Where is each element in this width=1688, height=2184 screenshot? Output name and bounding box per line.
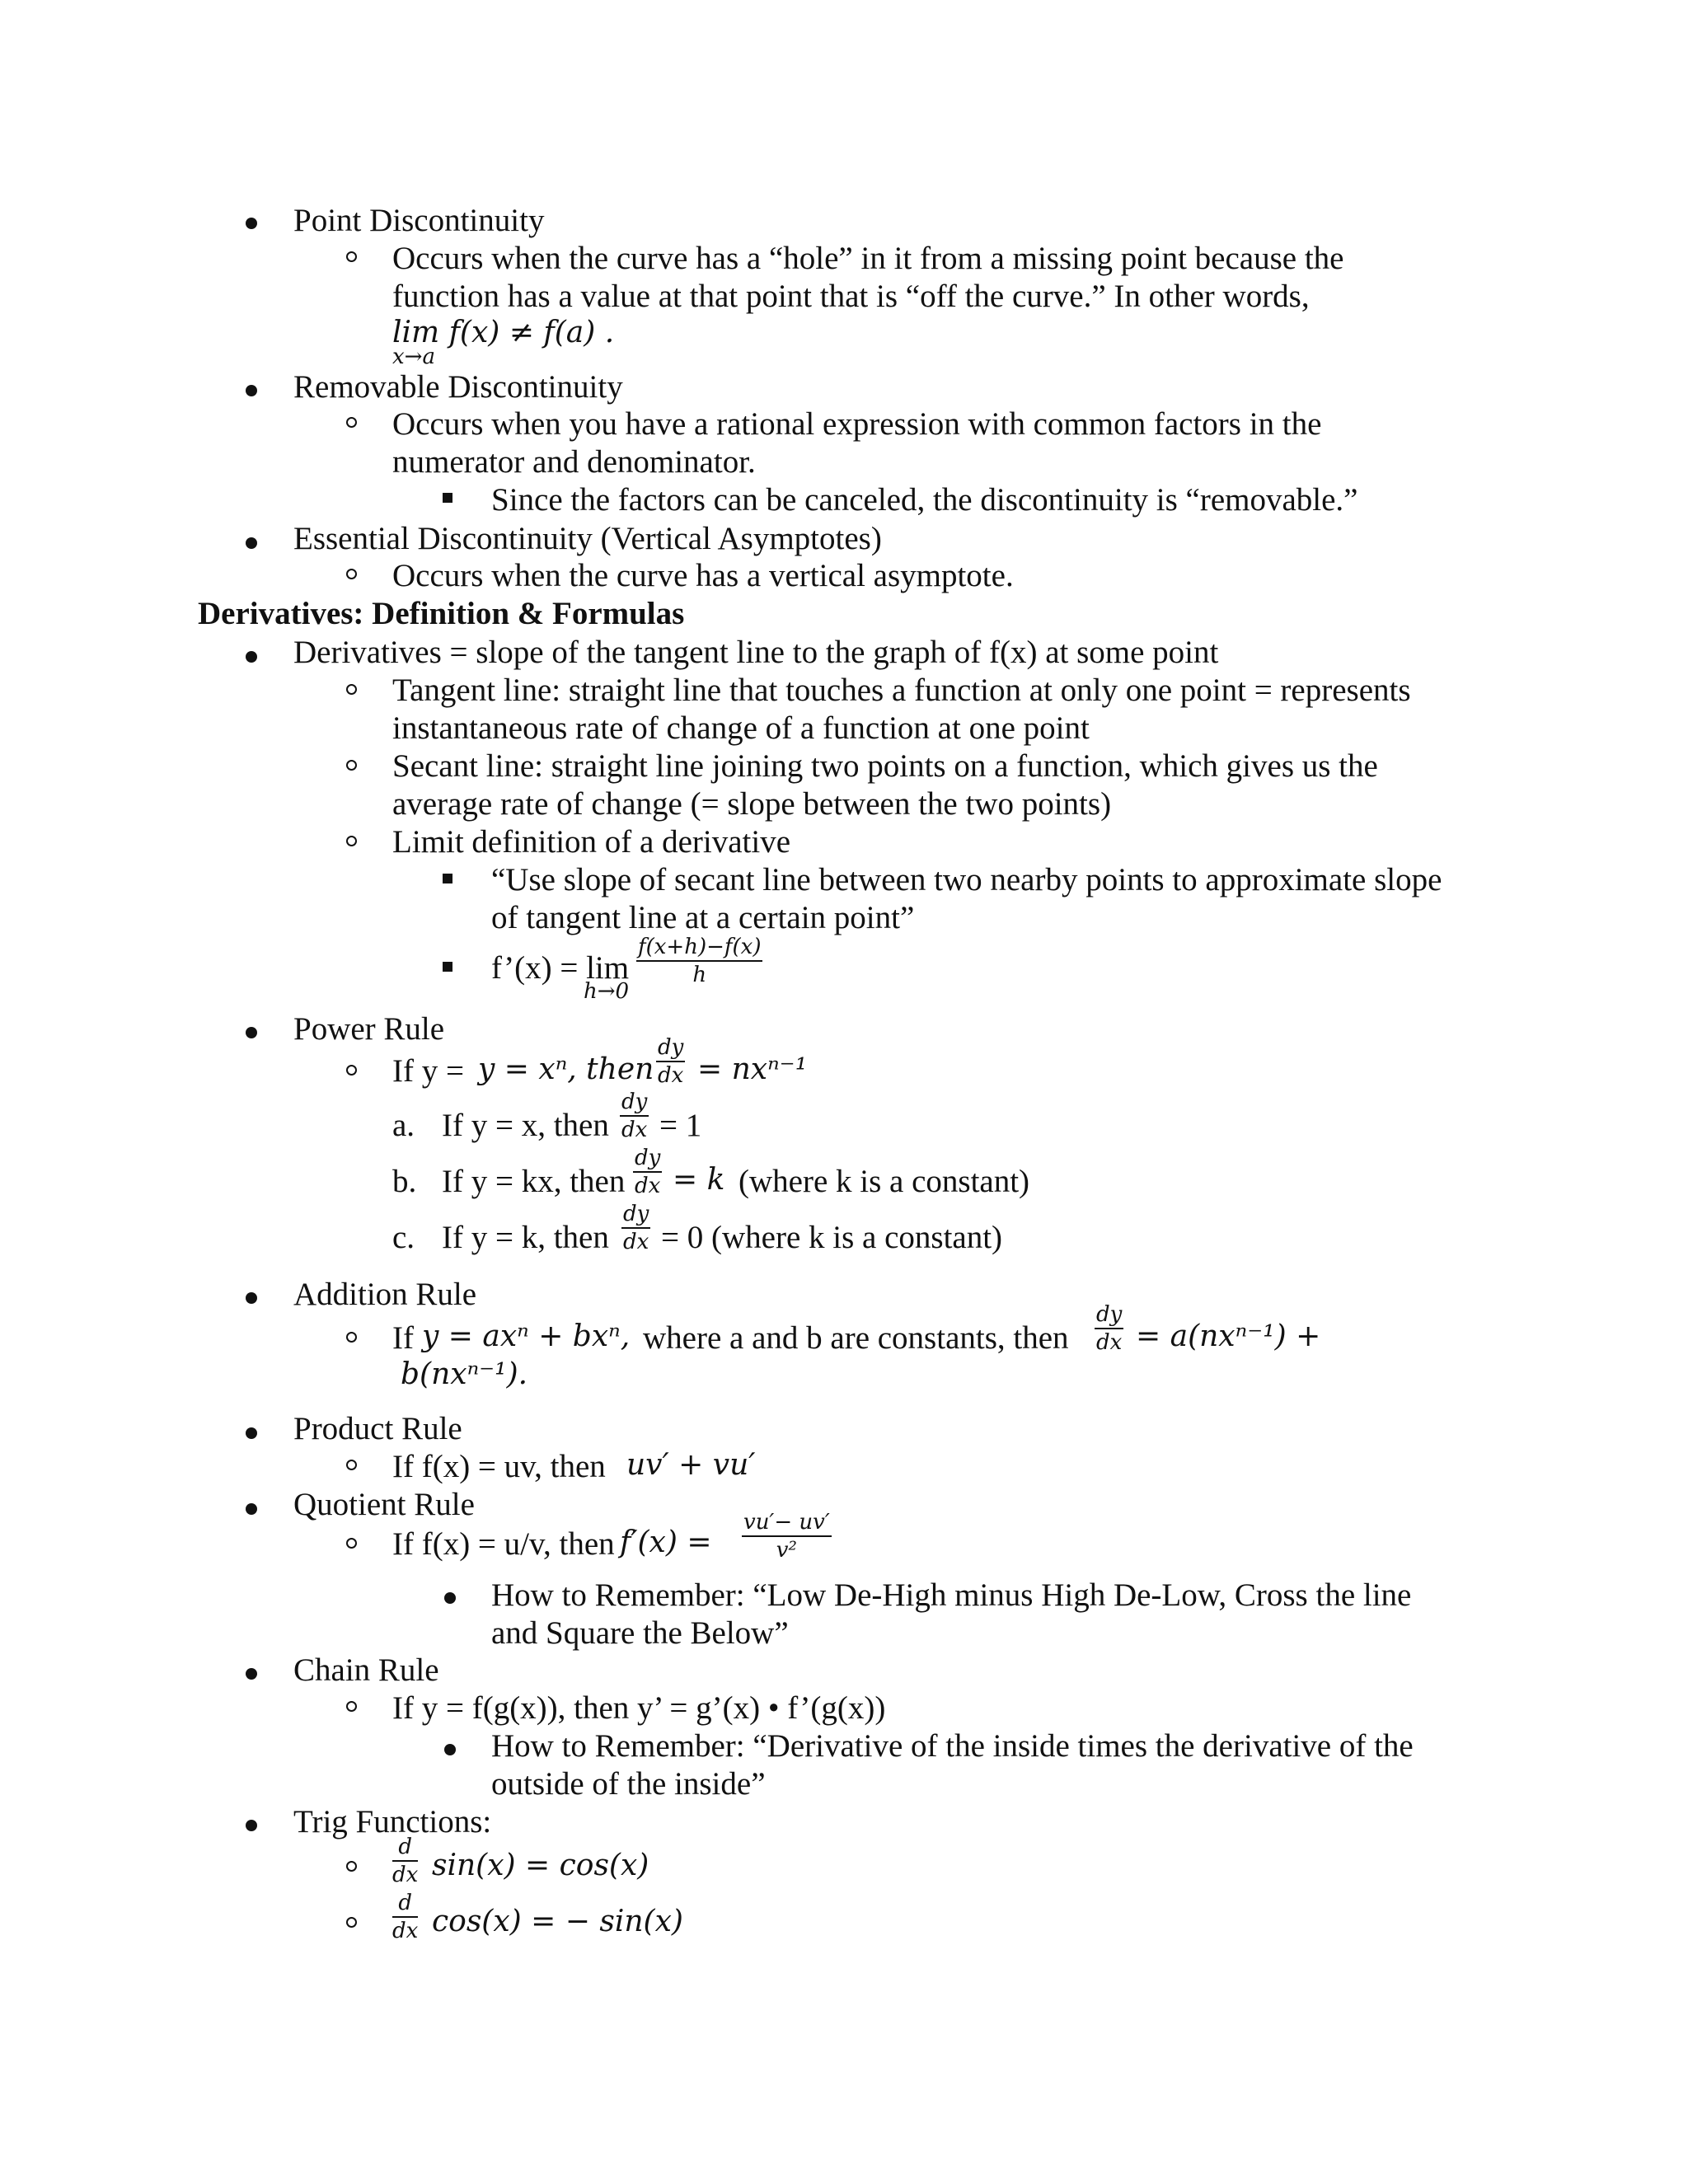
addition-l1-c: where a and b are constants, then [643, 1320, 1069, 1356]
product-l1-a: If f(x) = uv, then [392, 1449, 606, 1484]
addition-rule-title: Addition Rule [293, 1277, 477, 1312]
square-bullet-icon [443, 962, 452, 972]
case-a-text: If y = x, then [442, 1108, 609, 1143]
secant-line-2: average rate of change (= slope between the two points) [392, 786, 1112, 822]
point-formula-sub: 𝑥→𝑎 [392, 344, 435, 369]
point-discontinuity-title: Point Discontinuity [293, 203, 545, 238]
square-bullet-icon [443, 874, 452, 883]
limit-fraction [636, 936, 762, 986]
dy-dx-fraction [1095, 1304, 1123, 1353]
circle-bullet-icon [346, 836, 357, 846]
dy: 𝑑𝑦 [621, 1203, 650, 1229]
tangent-line-1: Tangent line: straight line that touches a function at only one point = represents [392, 673, 1411, 708]
tangent-line-2: instantaneous rate of change of a function at one point [392, 710, 1090, 746]
section-heading: Derivatives: Definition & Formulas [198, 596, 685, 631]
dy-dx-fraction [656, 1037, 685, 1086]
quote-1: “Use slope of secant line between two nearby points to approximate slope [491, 862, 1442, 898]
limit-fraction-den: ℎ [692, 963, 707, 987]
case-b-result: (where k is a constant) [738, 1164, 1030, 1199]
dx: 𝑑𝑥 [621, 1118, 648, 1142]
fprime-lim: f’(x) = lim [491, 950, 630, 986]
dx: 𝑑𝑥 [635, 1174, 661, 1198]
circle-bullet-icon [346, 417, 357, 428]
case-b-text: If y = kx, then [442, 1164, 626, 1199]
circle-bullet-icon [346, 684, 357, 695]
essential-title: Essential Discontinuity (Vertical Asymptotes) [293, 521, 882, 556]
quotient-l1-a: If f(x) = u/v, then [392, 1526, 615, 1562]
dx: 𝑑𝑥 [392, 1919, 419, 1943]
chain-l1: If y = f(g(x)), then y’ = g’(x) • f’(g(x)) [392, 1690, 886, 1726]
trig-title: Trig Functions: [293, 1804, 492, 1840]
d-dx-fraction [392, 1836, 418, 1886]
circle-bullet-icon [346, 1065, 357, 1076]
limit-definition: Limit definition of a derivative [392, 824, 791, 860]
derivatives-title: Derivatives = slope of the tangent line to the graph of f(x) at some point [293, 635, 1219, 670]
d: 𝑑 [392, 1836, 418, 1862]
power-rule-b: 𝑦 = 𝑥ⁿ, 𝑡ℎ𝑒𝑛 [478, 1052, 654, 1086]
dx: 𝑑𝑥 [623, 1230, 649, 1254]
case-c-label: c. [392, 1220, 415, 1255]
power-rule-c: = 𝑛𝑥ⁿ⁻¹ [697, 1052, 808, 1086]
trig-cos: cos(𝑥) = − sin(𝑥) [432, 1905, 683, 1938]
circle-bullet-icon [346, 569, 357, 579]
case-a-result: = 1 [659, 1108, 702, 1143]
trig-sin: sin(𝑥) = cos(𝑥) [432, 1849, 649, 1882]
product-l1-b: 𝑢𝑣′ + 𝑣𝑢′ [626, 1448, 756, 1482]
chain-remember-1: How to Remember: “Derivative of the inside times the derivative of the [491, 1728, 1414, 1764]
product-rule-title: Product Rule [293, 1411, 462, 1446]
quotient-rule-title: Quotient Rule [293, 1487, 475, 1522]
bullet-icon [246, 651, 257, 663]
lim-sub: ℎ→0 [584, 979, 630, 1004]
dx: 𝑑𝑥 [658, 1063, 684, 1088]
case-b-result-math: = 𝑘 [673, 1163, 725, 1197]
bullet-icon [246, 1820, 257, 1831]
chain-rule-title: Chain Rule [293, 1652, 439, 1688]
circle-bullet-icon [346, 1460, 357, 1470]
dy-dx-fraction [621, 1203, 650, 1253]
circle-bullet-icon [346, 760, 357, 771]
bullet-icon [246, 1027, 257, 1038]
circle-bullet-icon [346, 1701, 357, 1712]
essential-desc: Occurs when the curve has a vertical asymptote. [392, 558, 1014, 593]
removable-desc-1: Occurs when you have a rational expression with common factors in the [392, 406, 1322, 442]
secant-line-1: Secant line: straight line joining two points on a function, which gives us the [392, 748, 1378, 784]
bullet-icon [246, 218, 257, 229]
quotient-l1-b: 𝑓′(𝑥) = [620, 1526, 712, 1559]
power-rule-a: If y = [392, 1053, 464, 1089]
case-a-label: a. [392, 1108, 415, 1143]
circle-bullet-icon [346, 1917, 357, 1928]
quote-2: of tangent line at a certain point” [491, 900, 915, 935]
removable-note: Since the factors can be canceled, the discontinuity is “removable.” [491, 482, 1358, 518]
dy: 𝑑𝑦 [620, 1091, 649, 1117]
addition-l1-d: = 𝑎(𝑛𝑥ⁿ⁻¹) + [1136, 1319, 1321, 1353]
case-c-result: = 0 (where k is a constant) [661, 1220, 1003, 1255]
bullet-icon [246, 537, 257, 549]
bullet-icon [246, 385, 257, 396]
point-desc-1: Occurs when the curve has a “hole” in it from a missing point because the [392, 241, 1344, 276]
d-dx-fraction [392, 1892, 418, 1942]
bullet-icon [246, 1668, 257, 1680]
dy: 𝑑𝑦 [656, 1037, 685, 1062]
dy-dx-fraction [633, 1147, 662, 1197]
addition-l1-b: 𝑦 = 𝑎𝑥ⁿ + 𝑏𝑥ⁿ, [422, 1319, 631, 1353]
quotient-fraction [742, 1511, 832, 1561]
dx: 𝑑𝑥 [1096, 1330, 1123, 1355]
circle-bullet-icon [346, 1861, 357, 1872]
dx: 𝑑𝑥 [392, 1863, 419, 1887]
dy: 𝑑𝑦 [633, 1147, 662, 1173]
bullet-icon [246, 1292, 257, 1304]
case-b-label: b. [392, 1164, 417, 1199]
bullet-icon [246, 1503, 257, 1515]
limit-fraction-num: 𝑓(𝑥+ℎ)−𝑓(𝑥) [636, 936, 762, 962]
power-rule-title: Power Rule [293, 1011, 445, 1047]
dy: 𝑑𝑦 [1095, 1304, 1123, 1329]
removable-desc-2: numerator and denominator. [392, 444, 756, 480]
dy-dx-fraction [620, 1091, 649, 1141]
bullet-icon [246, 1427, 257, 1439]
bullet-icon [444, 1744, 456, 1755]
bullet-icon [444, 1592, 456, 1604]
quotient-num: 𝑣𝑢′− 𝑢𝑣′ [742, 1511, 832, 1537]
circle-bullet-icon [346, 251, 357, 262]
case-c-text: If y = k, then [442, 1220, 609, 1255]
square-bullet-icon [443, 493, 452, 503]
circle-bullet-icon [346, 1332, 357, 1343]
quotient-remember-2: and Square the Below” [491, 1615, 789, 1651]
point-desc-2: function has a value at that point that is “off the curve.” In other words, [392, 279, 1310, 314]
chain-remember-2: outside of the inside” [491, 1766, 766, 1802]
addition-l1-a: If [392, 1320, 414, 1356]
quotient-den: 𝑣² [776, 1538, 797, 1563]
d: 𝑑 [392, 1892, 418, 1918]
point-formula: lim 𝑓(𝑥) ≠ 𝑓(𝑎) . [392, 316, 615, 349]
circle-bullet-icon [346, 1538, 357, 1549]
removable-title: Removable Discontinuity [293, 369, 623, 405]
addition-l2: 𝑏(𝑛𝑥ⁿ⁻¹). [401, 1357, 528, 1391]
quotient-remember-1: How to Remember: “Low De-High minus High De-Low, Cross the line [491, 1577, 1412, 1613]
